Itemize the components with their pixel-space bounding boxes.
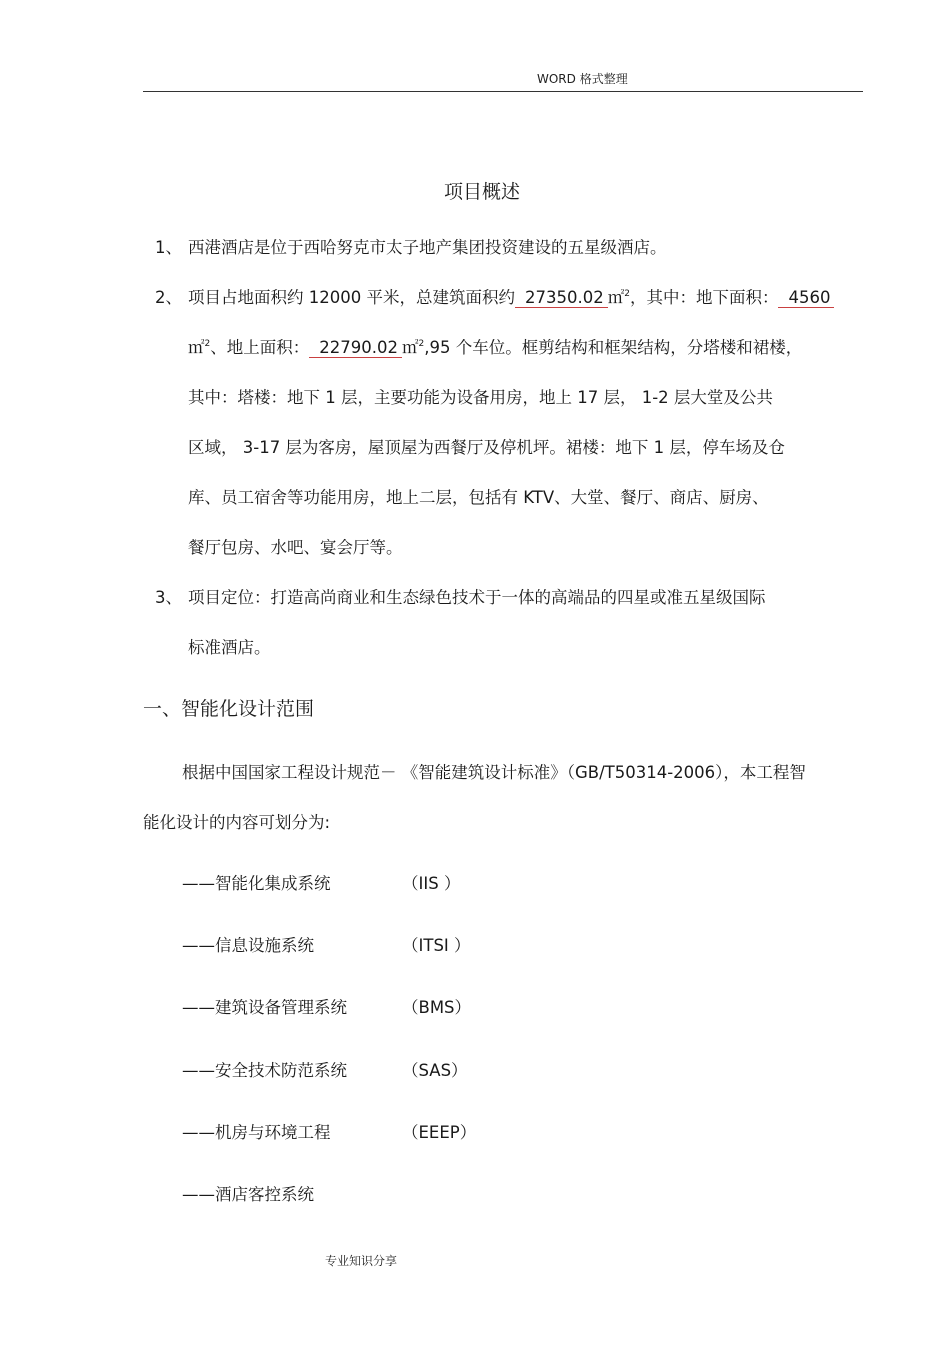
item-text: ，其中：地下面积：	[629, 288, 779, 307]
item-text: 项目定位：打造高尚商业和生态绿色技术于一体的高端品的四星或准五星级国际	[188, 588, 766, 607]
item-text: 、地上面积：	[210, 338, 310, 357]
system-item-eeep: ——机房与环境工程	[182, 1123, 331, 1142]
area-unit: ㎡	[607, 288, 625, 307]
overview-item-1	[155, 234, 667, 258]
section-paragraph-line-2: 能化设计的内容可划分为:	[143, 813, 331, 832]
overview-item-2-line-2	[188, 334, 802, 358]
page-footer: 专业知识分享	[325, 1254, 398, 1268]
overview-item-2-line-4: 区域， 3-17 层为客房，屋顶屋为西餐厅及停机坪。裙楼：地下 1 层，停车场及仓	[188, 438, 785, 457]
overview-item-3-line-2: 标准酒店。	[188, 638, 271, 657]
system-item-hotel-control: ——酒店客控系统	[182, 1185, 314, 1204]
system-code-eeep: （EEEP）	[402, 1123, 477, 1142]
overview-item-2-line-5: 库、员工宿舍等功能用房，地上二层，包括有 KTV、大堂、餐厅、商店、厨房、	[188, 488, 769, 507]
area-unit: ㎡	[188, 338, 205, 357]
superscript: 2	[418, 339, 425, 349]
superscript: 2	[204, 339, 211, 349]
item-number: 2、	[155, 288, 182, 307]
overview-item-2-line-6: 餐厅包房、水吧、宴会厅等。	[188, 538, 403, 557]
total-area-value: 27350.02	[515, 288, 608, 308]
overview-item-2-line-3: 其中：塔楼：地下 1 层，主要功能为设备用房，地上 17 层， 1-2 层大堂及公共	[188, 388, 773, 407]
system-code-bms: （BMS）	[402, 998, 472, 1017]
section-paragraph-line-1: 根据中国国家工程设计规范－ 《智能建筑设计标准》（GB/T50314-2006），本工程智	[182, 763, 806, 782]
overview-item-3-line-1	[155, 584, 766, 608]
superscript: 2	[624, 289, 630, 299]
item-text: ,95 个车位。框剪结构和框架结构，分塔楼和裙楼，	[424, 338, 803, 357]
item-text: 西港酒店是位于西哈努克市太子地产集团投资建设的五星级酒店。	[188, 238, 667, 257]
underground-area-value: 4560	[778, 288, 834, 308]
system-item-iis: ——智能化集成系统	[182, 874, 331, 893]
page-title: 项目概述	[444, 181, 521, 203]
system-code-sas: （SAS）	[402, 1061, 468, 1080]
section-heading: 一、智能化设计范围	[143, 698, 315, 720]
item-number: 3、	[155, 588, 182, 607]
system-item-bms: ——建筑设备管理系统	[182, 998, 347, 1017]
system-item-sas: ——安全技术防范系统	[182, 1061, 347, 1080]
header-rule	[143, 91, 863, 92]
system-item-itsi: ——信息设施系统	[182, 936, 314, 955]
system-code-iis: （IIS ）	[402, 874, 461, 893]
system-code-itsi: （ITSI ）	[402, 936, 471, 955]
overview-item-2-line-1	[155, 284, 834, 308]
above-area-value: 22790.02	[309, 338, 402, 358]
area-unit: ㎡	[401, 338, 419, 357]
page-header: WORD 格式整理	[537, 72, 628, 86]
item-number: 1、	[155, 238, 182, 257]
item-text: 项目占地面积约 12000 平米，总建筑面积约	[188, 288, 515, 307]
